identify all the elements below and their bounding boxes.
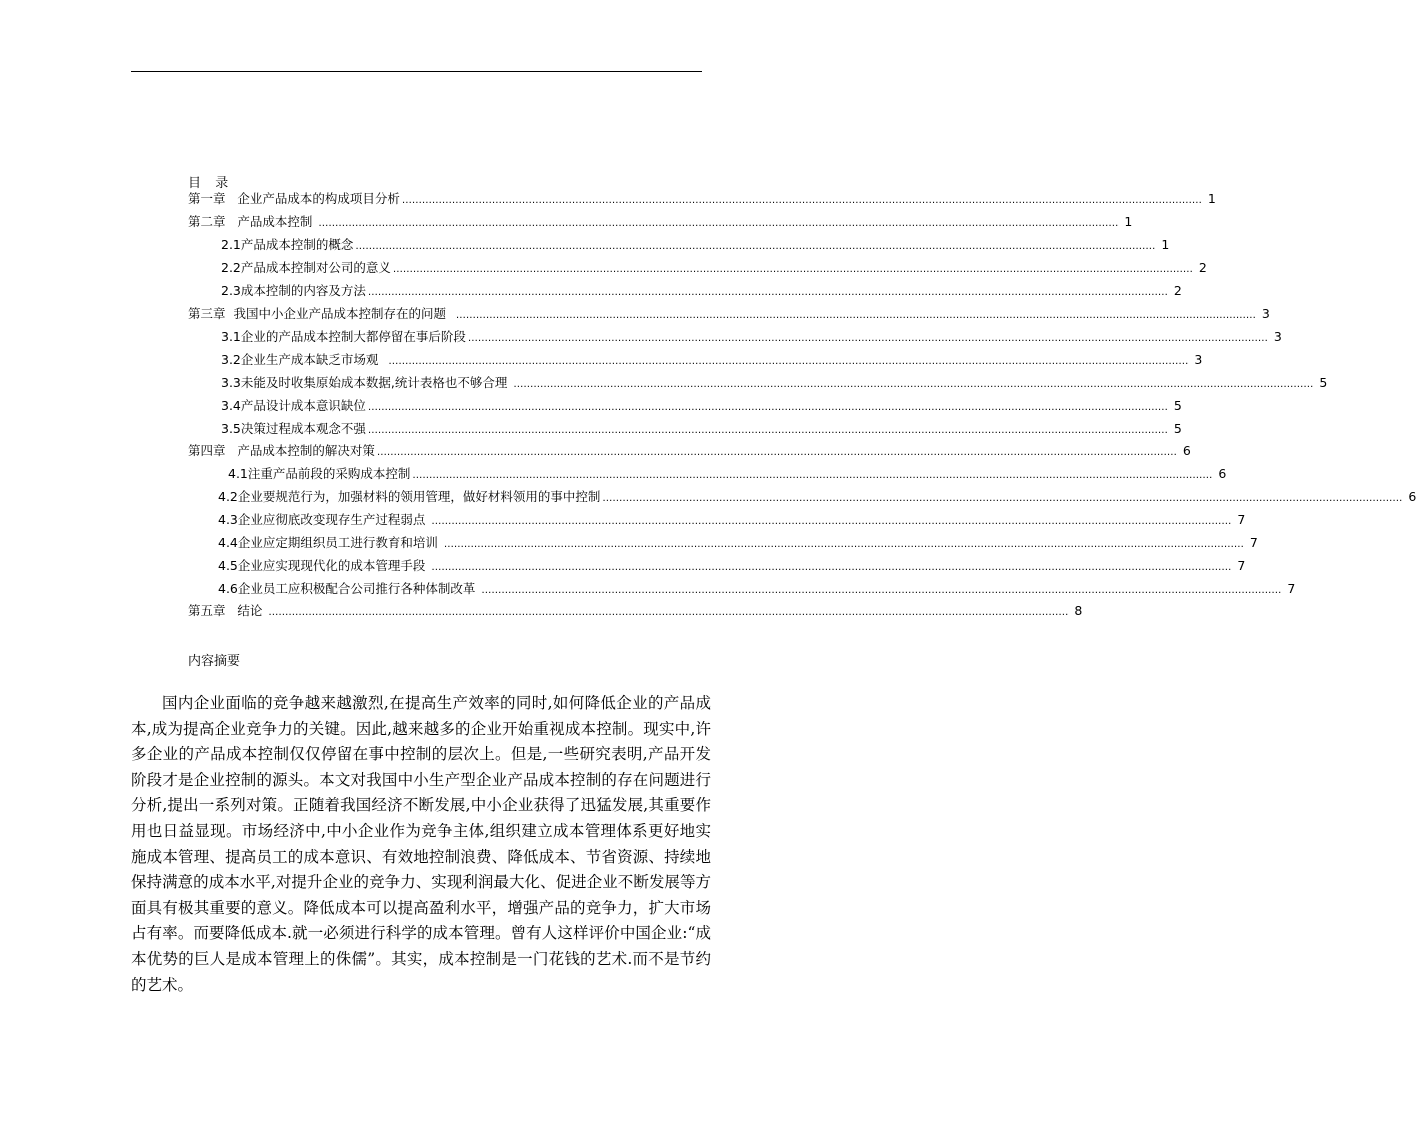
toc-entry bbox=[221, 374, 1328, 392]
toc-entry bbox=[218, 511, 1246, 529]
toc-dot-leader: …………………………………………………………………………………………………………………………………………………………………………………………………………………… bbox=[467, 333, 1268, 344]
toc-dot-leader: …………………………………………………………………………………………………………………………………………………………………………………………………………………… bbox=[431, 562, 1232, 573]
toc-entry-text: 3.3未能及时收集原始成本数据,统计表格也不够合理 bbox=[221, 375, 512, 390]
toc-entry bbox=[218, 534, 1258, 552]
toc-dot-leader: …………………………………………………………………………………………………………………………………………………………………………………………………………………… bbox=[401, 195, 1202, 206]
toc-entry bbox=[221, 328, 1282, 346]
toc-entry-text: 4.6企业员工应积极配合公司推行各种体制改革 bbox=[218, 581, 480, 596]
toc-entry-text: 2.2产品成本控制对公司的意义 bbox=[221, 260, 391, 275]
toc-page-number: 7 bbox=[1287, 581, 1296, 596]
toc-dot-leader: …………………………………………………………………………………………………………………………………………………………………………………………………………………… bbox=[455, 310, 1256, 321]
toc-entry bbox=[188, 305, 1270, 323]
toc-entry bbox=[221, 236, 1170, 254]
toc-entry-text: 3.4产品设计成本意识缺位 bbox=[221, 398, 366, 413]
toc-page-number: 1 bbox=[1161, 237, 1170, 252]
toc-page-number: 7 bbox=[1249, 535, 1258, 550]
toc-entry-text: 4.4企业应定期组织员工进行教育和培训 bbox=[218, 535, 442, 550]
toc-entry bbox=[221, 282, 1182, 300]
header-rule bbox=[131, 71, 702, 72]
toc-page-number: 5 bbox=[1319, 375, 1328, 390]
toc-entry-text: 第四章 产品成本控制的解决对策 bbox=[188, 443, 375, 458]
toc-dot-leader: …………………………………………………………………………………………………………………………………………………………………………………………………………………… bbox=[367, 402, 1168, 413]
abstract-paragraph: 国内企业面临的竞争越来越激烈,在提高生产效率的同时,如何降低企业的产品成本,成为提高企业竞争力的关键。因此,越来越多的企业开始重视成本控制。现实中,许多企业的产品成本控制仅仅停留在事中控制的层次上。但是,一些研究表明,产品开发阶段才是企业控制的源头。本文对我国中小生产型企业产品成本控制的存在问题进行分析,提出一系列对策。正随着我国经济不断发展,中小企业获得了迅猛发展,其重要作用也日益显现。市场经济中,中小企业作为竞争主体,组织建立成本管理体系更好地实施成本管理、提高员工的成本意识、有效地控制浪费、降低成本、节省资源、持续地保持满意的成本水平,对提升企业的竞争力、实现利润最大化、促进企业不断发展等方面具有极其重要的意义。降低成本可以提高盈利水平，增强产品的竞争力，扩大市场占有率。而要降低成本.就一必须进行科学的成本管理。曾有人这样评价中国企业:“成本优势的巨人是成本管理上的侏儒”。其实，成本控制是一门花钱的艺术.而不是节约的艺术。 bbox=[131, 694, 711, 994]
toc-page-number: 6 bbox=[1218, 466, 1227, 481]
toc-dot-leader: …………………………………………………………………………………………………………………………………………………………………………………………………………………… bbox=[367, 287, 1168, 298]
toc-entry-text: 3.2企业生产成本缺乏市场观 bbox=[221, 352, 387, 367]
toc-dot-leader: …………………………………………………………………………………………………………………………………………………………………………………………………………………… bbox=[318, 218, 1119, 229]
toc-dot-leader: …………………………………………………………………………………………………………………………………………………………………………………………………………………… bbox=[355, 241, 1156, 252]
toc-entry-text: 3.1企业的产品成本控制大都停留在事后阶段 bbox=[221, 329, 466, 344]
toc-page-number: 1 bbox=[1124, 214, 1133, 229]
toc-page-number: 3 bbox=[1273, 329, 1282, 344]
toc-entry bbox=[188, 602, 1083, 620]
toc-entry bbox=[221, 397, 1182, 415]
toc-title: 目 录 bbox=[188, 176, 231, 191]
toc-page-number: 2 bbox=[1173, 283, 1182, 298]
toc-entry bbox=[188, 190, 1216, 208]
toc-page-number: 7 bbox=[1237, 512, 1246, 527]
toc-entry-text: 4.2企业要规范行为，加强材料的领用管理，做好材料领用的事中控制 bbox=[218, 489, 601, 504]
toc-dot-leader: …………………………………………………………………………………………………………………………………………………………………………………………………………………… bbox=[443, 539, 1244, 550]
toc-entry-text: 第一章 企业产品成本的构成项目分析 bbox=[188, 191, 400, 206]
toc-page-number: 6 bbox=[1182, 443, 1191, 458]
toc-dot-leader: …………………………………………………………………………………………………………………………………………………………………………………………………………………… bbox=[431, 516, 1232, 527]
toc-page-number: 5 bbox=[1173, 421, 1182, 436]
toc-dot-leader: …………………………………………………………………………………………………………………………………………………………………………………………………………………… bbox=[392, 264, 1193, 275]
toc-dot-leader: …………………………………………………………………………………………………………………………………………………………………………………………………………………… bbox=[376, 447, 1177, 458]
toc-page-number: 3 bbox=[1194, 352, 1203, 367]
toc-page-number: 8 bbox=[1074, 603, 1083, 618]
toc-entry bbox=[221, 351, 1203, 369]
toc-entry-text: 3.5决策过程成本观念不强 bbox=[221, 421, 366, 436]
toc-dot-leader: …………………………………………………………………………………………………………………………………………………………………………………………………………………… bbox=[481, 585, 1282, 596]
toc-entry-text: 4.3企业应彻底改变现存生产过程弱点 bbox=[218, 512, 430, 527]
toc-page-number: 5 bbox=[1173, 398, 1182, 413]
toc-entry-text: 4.1注重产品前段的采购成本控制 bbox=[228, 466, 411, 481]
toc-entry bbox=[188, 213, 1133, 231]
toc-dot-leader: …………………………………………………………………………………………………………………………………………………………………………………………………………………… bbox=[268, 607, 1069, 618]
toc-page-number: 7 bbox=[1237, 558, 1246, 573]
toc-entry bbox=[218, 557, 1246, 575]
toc-dot-leader: …………………………………………………………………………………………………………………………………………………………………………………………………………………… bbox=[388, 356, 1189, 367]
toc-entry bbox=[221, 259, 1207, 277]
toc-entry bbox=[218, 580, 1296, 598]
toc-page-number: 2 bbox=[1198, 260, 1207, 275]
toc-entry-text: 第三章 我国中小企业产品成本控制存在的问题 bbox=[188, 306, 454, 321]
toc-entry-text: 2.3成本控制的内容及方法 bbox=[221, 283, 366, 298]
toc-entry bbox=[188, 442, 1191, 460]
toc-entry bbox=[218, 488, 1416, 506]
toc-entry-text: 第二章 产品成本控制 bbox=[188, 214, 317, 229]
toc-dot-leader: …………………………………………………………………………………………………………………………………………………………………………………………………………………… bbox=[513, 379, 1314, 390]
toc-page-number: 1 bbox=[1207, 191, 1216, 206]
toc-entry-text: 第五章 结论 bbox=[188, 603, 267, 618]
toc-entry-text: 4.5企业应实现现代化的成本管理手段 bbox=[218, 558, 430, 573]
toc-dot-leader: …………………………………………………………………………………………………………………………………………………………………………………………………………………… bbox=[412, 470, 1213, 481]
toc-dot-leader: …………………………………………………………………………………………………………………………………………………………………………………………………………………… bbox=[367, 425, 1168, 436]
toc-page-number: 6 bbox=[1408, 489, 1416, 504]
toc-entry-text: 2.1产品成本控制的概念 bbox=[221, 237, 354, 252]
abstract-heading: 内容摘要 bbox=[188, 654, 241, 669]
toc-entry bbox=[221, 420, 1182, 438]
toc-page-number: 3 bbox=[1261, 306, 1270, 321]
toc-entry bbox=[228, 465, 1227, 483]
toc-dot-leader: …………………………………………………………………………………………………………………………………………………………………………………………………………………… bbox=[602, 493, 1403, 504]
